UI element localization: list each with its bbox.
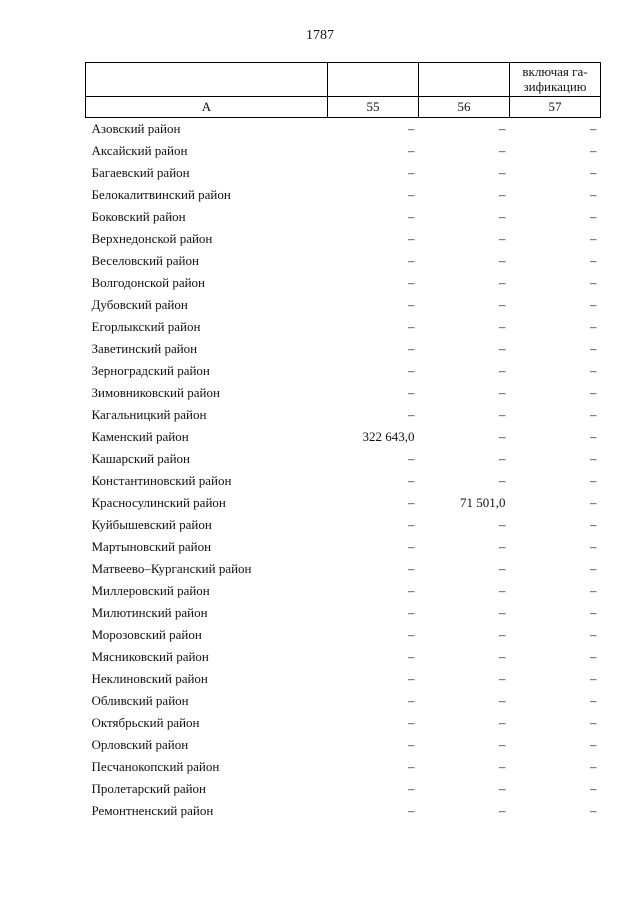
value-col-55: – bbox=[408, 759, 415, 774]
value-col-57: – bbox=[590, 231, 597, 246]
header-cell-blank bbox=[328, 63, 419, 97]
value-col-57: – bbox=[590, 341, 597, 356]
value-col-55: – bbox=[408, 693, 415, 708]
value-col-57: – bbox=[590, 605, 597, 620]
value-col-56: – bbox=[499, 253, 506, 268]
district-name: Константиновский район bbox=[91, 473, 232, 488]
value-col-56: – bbox=[499, 319, 506, 334]
district-name: Пролетарский район bbox=[91, 781, 207, 796]
value-col-57: – bbox=[590, 385, 597, 400]
value-col-56: – bbox=[499, 583, 506, 598]
value-col-57: – bbox=[590, 451, 597, 466]
value-col-57: – bbox=[590, 737, 597, 752]
value-col-57: – bbox=[590, 143, 597, 158]
table-row bbox=[86, 470, 601, 492]
value-col-56: – bbox=[499, 209, 506, 224]
district-name: Октябрьский район bbox=[91, 715, 200, 730]
table-row bbox=[86, 404, 601, 426]
value-col-57: – bbox=[590, 715, 597, 730]
table-row bbox=[86, 118, 601, 141]
table-row bbox=[86, 250, 601, 272]
value-col-56: – bbox=[499, 451, 506, 466]
district-name: Заветинский район bbox=[91, 341, 198, 356]
value-col-55: – bbox=[408, 781, 415, 796]
table-row bbox=[86, 294, 601, 316]
district-name: Егорлыкский район bbox=[91, 319, 201, 334]
header-cell-blank bbox=[86, 63, 328, 97]
value-col-56: – bbox=[499, 407, 506, 422]
value-col-55: – bbox=[408, 165, 415, 180]
value-col-57: – bbox=[590, 517, 597, 532]
column-number-57: 57 bbox=[510, 97, 601, 118]
header-row bbox=[86, 63, 601, 97]
column-number-a: А bbox=[86, 97, 328, 118]
value-col-55: – bbox=[408, 407, 415, 422]
district-name: Куйбышевский район bbox=[91, 517, 212, 532]
value-col-57: – bbox=[590, 473, 597, 488]
value-col-57: – bbox=[590, 209, 597, 224]
value-col-56: – bbox=[499, 165, 506, 180]
table-row bbox=[86, 514, 601, 536]
table-row bbox=[86, 162, 601, 184]
district-name: Зимовниковский район bbox=[91, 385, 220, 400]
district-name: Милютинский район bbox=[91, 605, 208, 620]
district-name: Дубовский район bbox=[91, 297, 188, 312]
value-col-55: – bbox=[408, 561, 415, 576]
table-row bbox=[86, 382, 601, 404]
value-col-57: – bbox=[590, 319, 597, 334]
value-col-55: – bbox=[408, 231, 415, 246]
district-name: Песчанокопский район bbox=[91, 759, 220, 774]
value-col-55: – bbox=[408, 451, 415, 466]
value-col-55: – bbox=[408, 297, 415, 312]
value-col-57: – bbox=[590, 495, 597, 510]
district-name: Зерноградский район bbox=[91, 363, 210, 378]
value-col-55: – bbox=[408, 495, 415, 510]
value-col-55: – bbox=[408, 737, 415, 752]
value-col-55: – bbox=[408, 517, 415, 532]
district-name: Орловский район bbox=[91, 737, 189, 752]
table-row bbox=[86, 206, 601, 228]
table-row bbox=[86, 668, 601, 690]
value-col-56: – bbox=[499, 187, 506, 202]
table-row bbox=[86, 734, 601, 756]
value-col-56: – bbox=[499, 737, 506, 752]
value-col-56: – bbox=[499, 715, 506, 730]
district-name: Неклиновский район bbox=[91, 671, 208, 686]
page-number: 1787 bbox=[306, 28, 334, 43]
table-row bbox=[86, 360, 601, 382]
value-col-56: – bbox=[499, 275, 506, 290]
value-col-57: – bbox=[590, 187, 597, 202]
district-name: Аксайский район bbox=[91, 143, 188, 158]
value-col-56: – bbox=[499, 649, 506, 664]
table-row bbox=[86, 646, 601, 668]
district-name: Белокалитвинский район bbox=[91, 187, 231, 202]
value-col-56: – bbox=[499, 143, 506, 158]
district-name: Багаевский район bbox=[91, 165, 190, 180]
table-row bbox=[86, 624, 601, 646]
district-name: Матвеево–Курганский район bbox=[91, 561, 252, 576]
header-note-gasification: включая га-зификацию bbox=[510, 63, 601, 97]
value-col-57: – bbox=[590, 429, 597, 444]
district-name: Красносулинский район bbox=[91, 495, 226, 510]
value-col-56: – bbox=[499, 429, 506, 444]
value-col-57: – bbox=[590, 561, 597, 576]
value-col-57: – bbox=[590, 363, 597, 378]
value-col-57: – bbox=[590, 297, 597, 312]
value-col-56: – bbox=[499, 231, 506, 246]
value-col-56: – bbox=[499, 627, 506, 642]
district-name: Волгодонской район bbox=[91, 275, 206, 290]
district-name: Мартыновский район bbox=[91, 539, 212, 554]
table-row bbox=[86, 140, 601, 162]
value-col-56: – bbox=[499, 297, 506, 312]
value-col-56: – bbox=[499, 803, 506, 818]
value-col-55: – bbox=[408, 583, 415, 598]
table-row bbox=[86, 558, 601, 580]
value-col-57: – bbox=[590, 649, 597, 664]
district-name: Миллеровский район bbox=[91, 583, 210, 598]
table-row bbox=[86, 272, 601, 294]
district-name: Каменский район bbox=[91, 429, 189, 444]
value-col-55: – bbox=[408, 341, 415, 356]
district-name: Обливский район bbox=[91, 693, 189, 708]
value-col-57: – bbox=[590, 627, 597, 642]
value-col-56: – bbox=[499, 539, 506, 554]
table-row bbox=[86, 338, 601, 360]
value-col-55: – bbox=[408, 187, 415, 202]
value-col-56: – bbox=[499, 473, 506, 488]
value-col-57: – bbox=[590, 583, 597, 598]
value-col-56: – bbox=[499, 385, 506, 400]
value-col-56: 71 501,0 bbox=[460, 495, 506, 510]
district-name: Азовский район bbox=[91, 121, 181, 136]
column-number-row bbox=[86, 97, 601, 118]
district-name: Ремонтненский район bbox=[91, 803, 214, 818]
value-col-55: – bbox=[408, 473, 415, 488]
value-col-55: – bbox=[408, 803, 415, 818]
value-col-55: – bbox=[408, 275, 415, 290]
value-col-55: – bbox=[408, 539, 415, 554]
value-col-55: – bbox=[408, 649, 415, 664]
value-col-57: – bbox=[590, 253, 597, 268]
district-name: Кагальницкий район bbox=[91, 407, 207, 422]
table-row bbox=[86, 580, 601, 602]
value-col-56: – bbox=[499, 671, 506, 686]
district-name: Боковский район bbox=[91, 209, 186, 224]
value-col-57: – bbox=[590, 121, 597, 136]
value-col-55: – bbox=[408, 253, 415, 268]
value-col-55: – bbox=[408, 209, 415, 224]
table-row bbox=[86, 756, 601, 778]
value-col-55: – bbox=[408, 121, 415, 136]
district-name: Морозовский район bbox=[91, 627, 202, 642]
table-row bbox=[86, 316, 601, 338]
column-number-56: 56 bbox=[419, 97, 510, 118]
table-row bbox=[86, 800, 601, 822]
value-col-56: – bbox=[499, 781, 506, 796]
value-col-55: – bbox=[408, 319, 415, 334]
district-name: Мясниковский район bbox=[91, 649, 209, 664]
table-row bbox=[86, 448, 601, 470]
table-row bbox=[86, 690, 601, 712]
district-name: Кашарский район bbox=[91, 451, 190, 466]
value-col-55: – bbox=[408, 143, 415, 158]
value-col-57: – bbox=[590, 539, 597, 554]
district-name: Веселовский район bbox=[91, 253, 199, 268]
value-col-56: – bbox=[499, 363, 506, 378]
value-col-55: – bbox=[408, 605, 415, 620]
value-col-55: 322 643,0 bbox=[362, 429, 415, 444]
value-col-55: – bbox=[408, 715, 415, 730]
value-col-56: – bbox=[499, 517, 506, 532]
value-col-57: – bbox=[590, 781, 597, 796]
header-cell-blank bbox=[419, 63, 510, 97]
table-row bbox=[86, 228, 601, 250]
value-col-55: – bbox=[408, 363, 415, 378]
value-col-56: – bbox=[499, 759, 506, 774]
value-col-56: – bbox=[499, 121, 506, 136]
table-row bbox=[86, 536, 601, 558]
value-col-57: – bbox=[590, 693, 597, 708]
value-col-57: – bbox=[590, 407, 597, 422]
district-name: Верхнедонской район bbox=[91, 231, 213, 246]
table-row bbox=[86, 426, 601, 448]
data-table bbox=[85, 62, 601, 822]
value-col-56: – bbox=[499, 561, 506, 576]
table-row bbox=[86, 184, 601, 206]
value-col-56: – bbox=[499, 693, 506, 708]
value-col-56: – bbox=[499, 605, 506, 620]
value-col-57: – bbox=[590, 275, 597, 290]
table-row bbox=[86, 602, 601, 624]
value-col-55: – bbox=[408, 627, 415, 642]
value-col-57: – bbox=[590, 803, 597, 818]
value-col-55: – bbox=[408, 385, 415, 400]
table-row bbox=[86, 492, 601, 514]
column-number-55: 55 bbox=[328, 97, 419, 118]
value-col-57: – bbox=[590, 759, 597, 774]
value-col-57: – bbox=[590, 671, 597, 686]
value-col-55: – bbox=[408, 671, 415, 686]
value-col-56: – bbox=[499, 341, 506, 356]
value-col-57: – bbox=[590, 165, 597, 180]
table-row bbox=[86, 778, 601, 800]
table-row bbox=[86, 712, 601, 734]
